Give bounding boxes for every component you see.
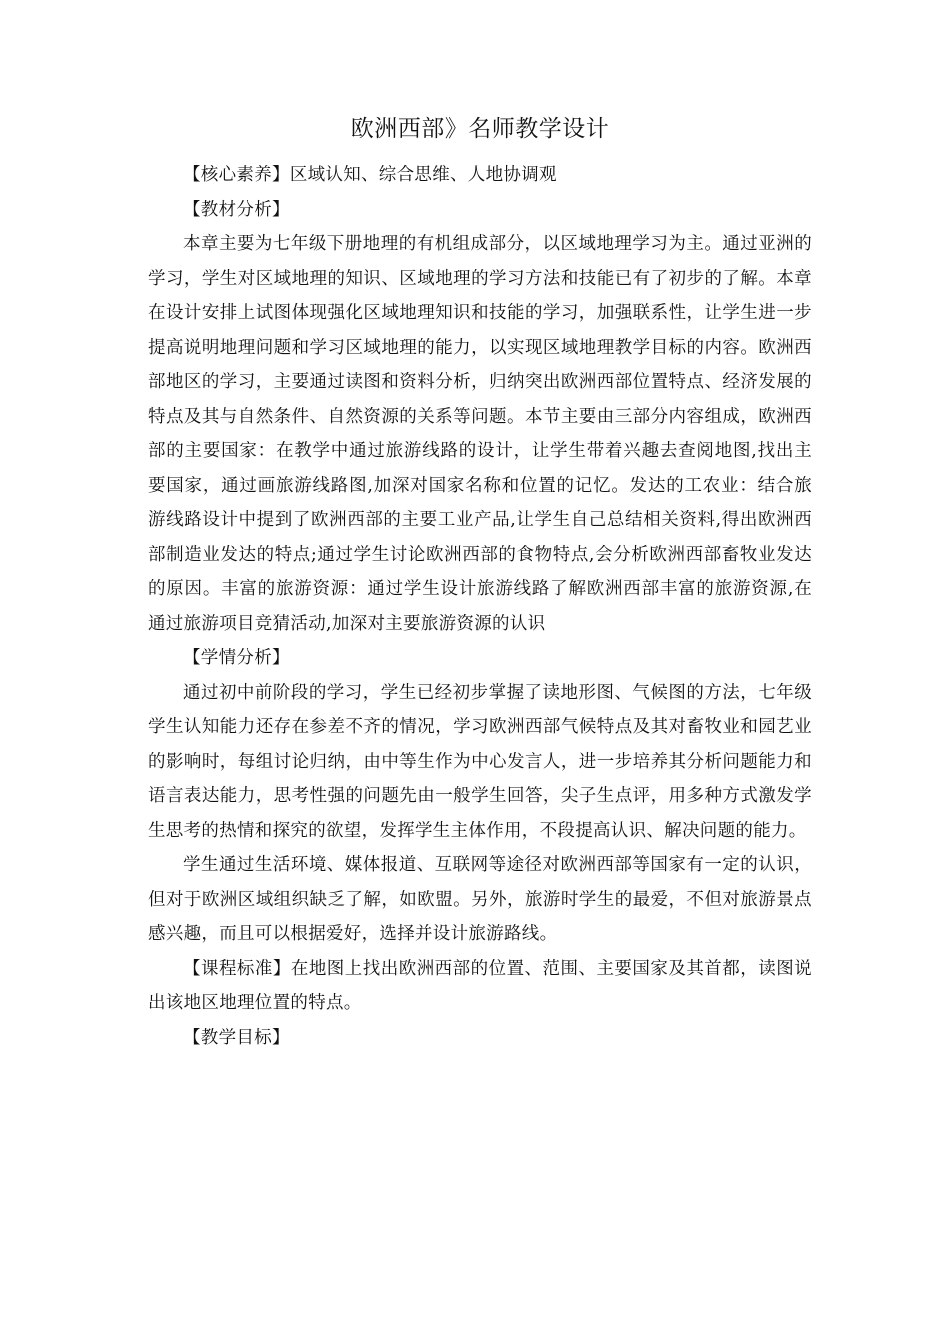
curriculum-standard-label: 【课程标准】 — [183, 958, 291, 979]
curriculum-standard-line — [148, 952, 812, 1021]
student-analysis-paragraph-2: 学生通过生活环境、媒体报道、互联网等途径对欧洲西部等国家有一定的认识，但对于欧洲区域组织缺乏了解，如欧盟。另外，旅游时学生的最爱，不但对旅游景点感兴趣，而且可以根据爱好，选择并设计旅游路线。 — [148, 855, 812, 944]
student-analysis-paragraph-1: 通过初中前阶段的学习，学生已经初步掌握了读地形图、气候图的方法，七年级学生认知能力还存在参差不齐的情况，学习欧洲西部气候特点及其对畜牧业和园艺业的影响时，每组讨论归纳，由中等生作为中心发言人，进一步培养其分析问题能力和语言表达能力，思考性强的问题先由一般学生回答，尖子生点评，用多种方式激发学生思考的热情和探究的欲望，发挥学生主体作用，不段提高认识、解决问题的能力。 — [148, 682, 812, 841]
textbook-analysis-paragraph: 本章主要为七年级下册地理的有机组成部分，以区域地理学习为主。通过亚洲的学习，学生对区域地理的知识、区域地理的学习方法和技能已有了初步的了解。本章在设计安排上试图体现强化区域地理知识和技能的学习，加强联系性，让学生进一步提高说明地理问题和学习区域地理的能力，以实现区域地理教学目标的内容。欧洲西部地区的学习，主要通过读图和资料分析，归纳突出欧洲西部位置特点、经济发展的特点及其与自然条件、自然资源的关系等问题。本节主要由三部分内容组成，欧洲西部的主要国家：在教学中通过旅游线路的设计，让学生带着兴趣去查阅地图,找出主要国家，通过画旅游线路图,加深对国家名称和位置的记忆。发达的工农业：结合旅游线路设计中提到了欧洲西部的主要工业产品,让学生自己总结相关资料,得出欧洲西部制造业发达的特点;通过学生讨论欧洲西部的食物特点,会分析欧洲西部畜牧业发达的原因。丰富的旅游资源：通过学生设计旅游线路了解欧洲西部丰富的旅游资源,在通过旅游项目竞猜活动,加深对主要旅游资源的认识 — [148, 234, 812, 634]
core-literacy-label: 【核心素养】 — [183, 165, 290, 185]
core-literacy-text: 区域认知、综合思维、人地协调观 — [289, 165, 557, 185]
teaching-objectives-heading: 【教学目标】 — [183, 1027, 290, 1048]
curriculum-standard-text: 在地图上找出欧洲西部的位置、范围、主要国家及其首都，读图说出该地区地理位置的特点。 — [148, 958, 812, 1013]
textbook-analysis-heading: 【教材分析】 — [183, 199, 290, 220]
document-title: 欧洲西部》名师教学设计 — [350, 116, 610, 142]
core-literacy-line — [148, 158, 812, 193]
document-page — [148, 112, 812, 1055]
student-analysis-heading: 【学情分析】 — [183, 648, 290, 668]
